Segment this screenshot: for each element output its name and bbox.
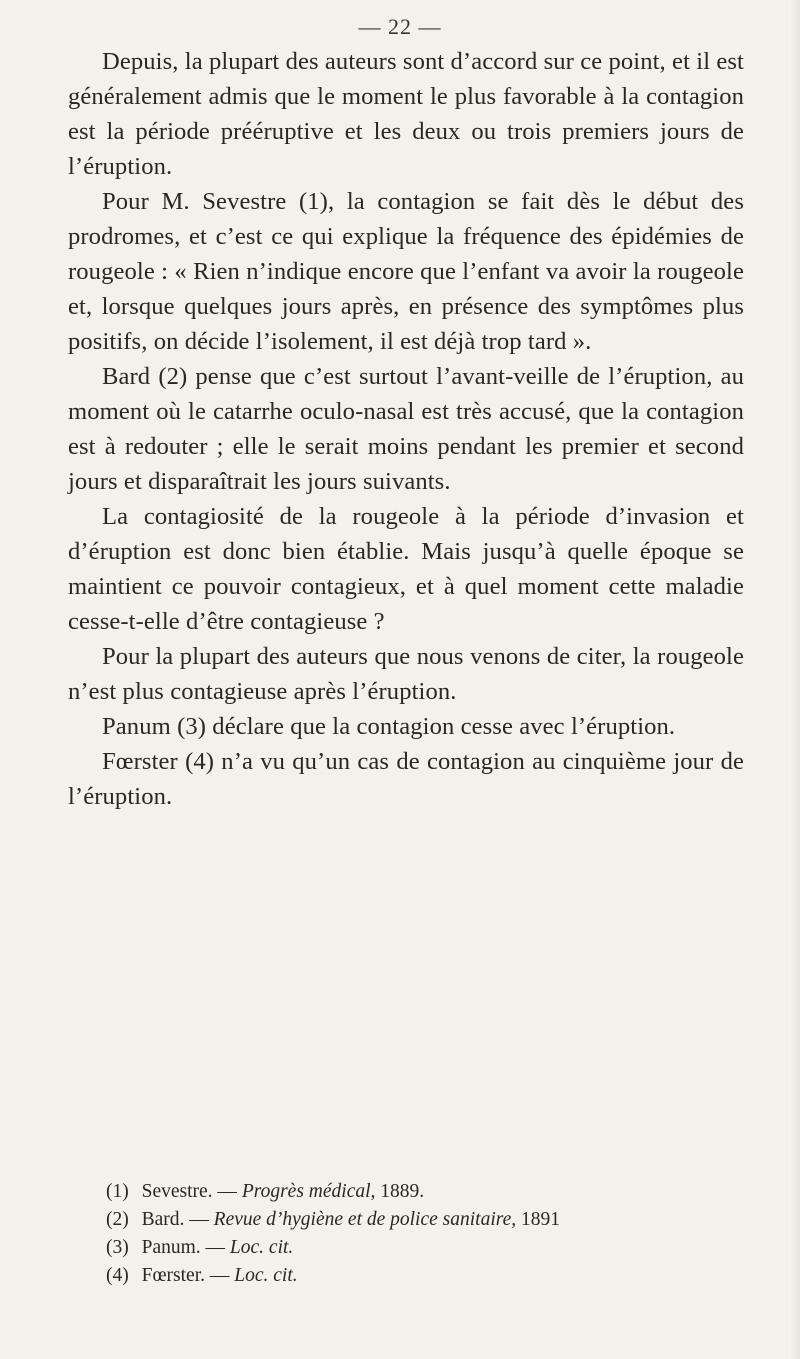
footnote-title: Revue d’hygiène et de police sanitaire, (213, 1209, 517, 1230)
footnote-ref: (1) (106, 1181, 129, 1202)
footnote-author: Sevestre. — (141, 1181, 237, 1202)
footnote-author: Fœrster. — (141, 1265, 230, 1286)
footnote-rest: 1891 (521, 1209, 561, 1230)
paragraph-2: Pour M. Sevestre (1), la contagion se fait dès le début des prodromes, et c’est ce qui explique la fréquence des épidémies de rougeole : « Rien n’indique encore que l’enfant va avoir la rougeole et, lorsque quelques jours après, en présence des symptômes plus positifs, on décide l’isolement, il est déjà trop tard ». (68, 188, 744, 355)
footnote-1 (106, 1178, 746, 1206)
page-edge-shadow (790, 0, 800, 1359)
footnote-3 (106, 1234, 746, 1262)
footnote-4 (106, 1262, 746, 1290)
footnote-title: Progrès médical, (241, 1181, 376, 1202)
footnote-author: Panum. — (141, 1237, 226, 1258)
paragraph-5: Pour la plupart des auteurs que nous venons de citer, la rougeole n’est plus contagieuse après l’éruption. (68, 643, 744, 705)
page-number: — 22 — (358, 14, 442, 39)
body-text (68, 44, 744, 814)
footnote-ref: (2) (106, 1209, 129, 1230)
paragraph-1: Depuis, la plupart des auteurs sont d’accord sur ce point, et il est généralement admis que le moment le plus favorable à la contagion est la période prééruptive et les deux ou trois premiers jours de l’éruption. (68, 48, 744, 180)
paragraph-4: La contagiosité de la rougeole à la période d’invasion et d’éruption est donc bien établie. Mais jusqu’à quelle époque se maintient ce pouvoir contagieux, et à quel moment cette maladie cesse-t-elle d’être contagieuse ? (68, 503, 744, 635)
footnotes (106, 1178, 746, 1290)
paragraph-6: Panum (3) déclare que la contagion cesse avec l’éruption. (102, 713, 676, 740)
footnote-2 (106, 1206, 746, 1234)
paragraph-7: Fœrster (4) n’a vu qu’un cas de contagion au cinquième jour de l’éruption. (68, 748, 744, 810)
footnote-ref: (3) (106, 1237, 129, 1258)
footnote-author: Bard. — (141, 1209, 209, 1230)
paragraph-3: Bard (2) pense que c’est surtout l’avant-veille de l’éruption, au moment où le catarrhe oculo-nasal est très accusé, que la contagion est à redouter ; elle le serait moins pendant les premier et second jours et disparaîtrait les jours suivants. (68, 363, 744, 495)
footnote-title: Loc. cit. (234, 1265, 298, 1286)
footnote-title: Loc. cit. (229, 1237, 294, 1258)
footnote-ref: (4) (106, 1265, 129, 1286)
footnote-rest: 1889. (380, 1181, 425, 1202)
